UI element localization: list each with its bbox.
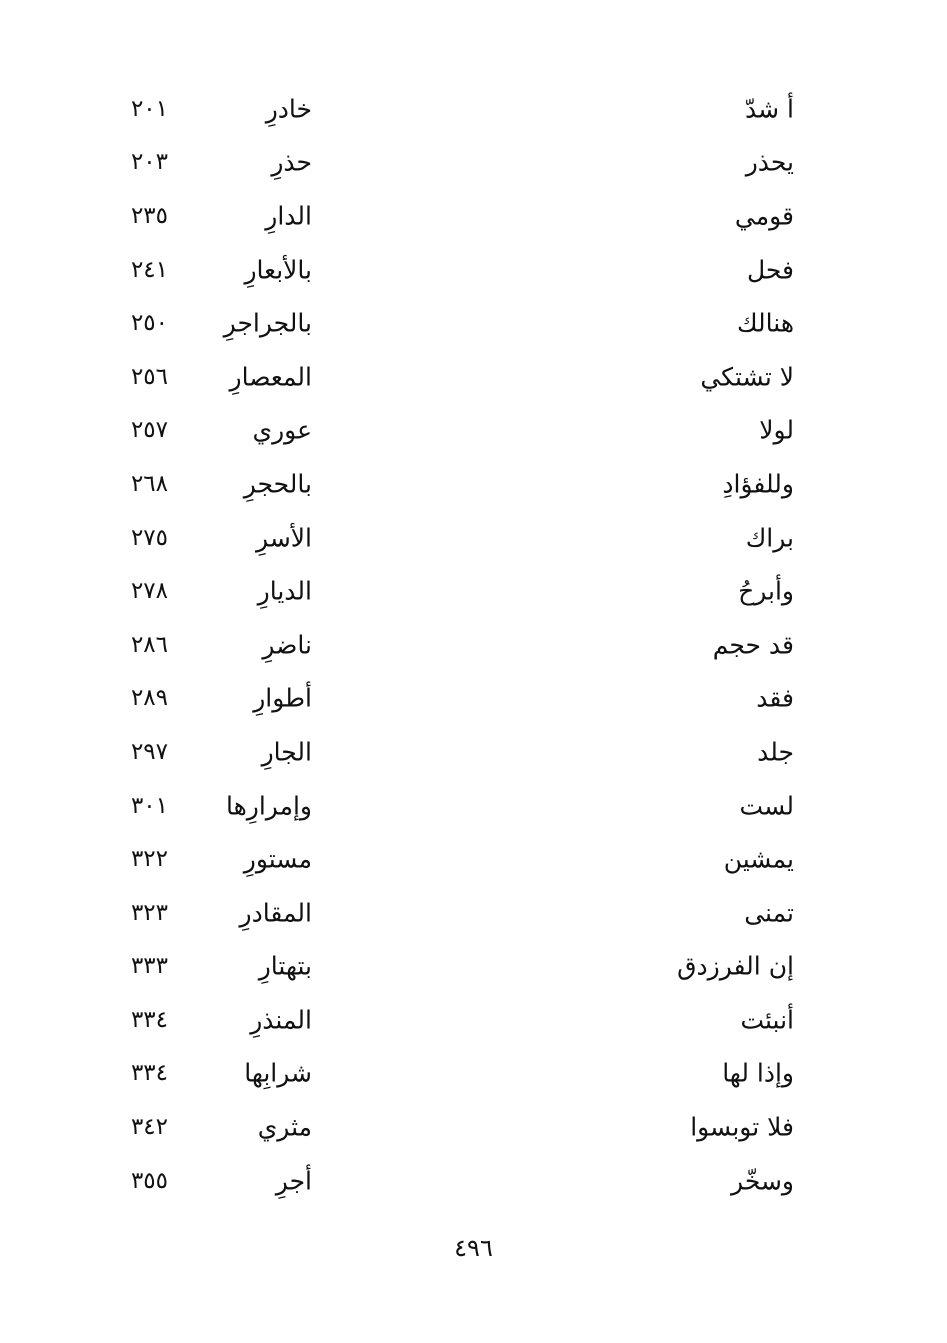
- rhyme-word: عوري: [252, 415, 312, 445]
- first-word: إن الفرزدق: [677, 951, 794, 981]
- first-word: أنبئت: [740, 1005, 794, 1035]
- page-reference: ٣٤٢: [130, 1114, 168, 1141]
- table-row: [90, 886, 810, 940]
- page-reference: ٢٦٨: [130, 470, 168, 497]
- page-reference: ٢٩٧: [130, 738, 168, 765]
- first-word: لولا: [759, 415, 794, 445]
- table-row: [90, 457, 810, 511]
- page-reference: ٣٣٤: [130, 1006, 168, 1033]
- table-row: [90, 993, 810, 1047]
- rhyme-word: مثري: [257, 1112, 312, 1142]
- first-word: فحل: [746, 255, 794, 285]
- table-row: [90, 82, 810, 136]
- page-reference: ٢٤١: [130, 256, 168, 283]
- first-word: قد حجم: [712, 630, 794, 660]
- page-reference: ٣٢٢: [130, 846, 168, 873]
- page-reference: ٢٥٦: [130, 363, 168, 390]
- table-row: [90, 1047, 810, 1101]
- rhyme-word: بالجراجرِ: [223, 308, 312, 338]
- page-reference: ٣٠١: [130, 792, 168, 819]
- page-reference: ٢٥٧: [130, 417, 168, 444]
- first-word: وللفؤادِ: [722, 469, 794, 499]
- first-word: فلا توبسوا: [690, 1112, 794, 1142]
- rhyme-word: ناضرِ: [262, 630, 312, 660]
- rhyme-word: الأسرِ: [256, 523, 312, 553]
- table-row: [90, 189, 810, 243]
- first-word: فقد: [756, 683, 794, 713]
- page-reference: ٢٠٣: [130, 149, 168, 176]
- page-reference: ٢٨٩: [130, 685, 168, 712]
- rhyme-word: أطوارِ: [253, 683, 312, 713]
- first-word: قومي: [734, 201, 794, 231]
- first-word: جلد: [757, 737, 794, 767]
- table-row: [90, 511, 810, 565]
- rhyme-word: حذرِ: [271, 147, 312, 177]
- table-row: [90, 1154, 810, 1208]
- rhyme-word: خادرِ: [265, 94, 312, 124]
- page-reference: ٢٠١: [130, 95, 168, 122]
- table-row: [90, 243, 810, 297]
- verse-index-table: [90, 82, 810, 1207]
- table-row: [90, 940, 810, 994]
- page-reference: ٢٧٥: [130, 524, 168, 551]
- rhyme-word: المعصارِ: [229, 362, 312, 392]
- table-row: [90, 404, 810, 458]
- first-word: لا تشتكي: [700, 362, 794, 392]
- table-row: [90, 136, 810, 190]
- table-row: [90, 832, 810, 886]
- first-word: هنالك: [736, 308, 794, 338]
- first-word: وسخّر: [731, 1166, 794, 1196]
- first-word: وإذا لها: [722, 1058, 794, 1088]
- page-number: ٤٩٦: [454, 1234, 493, 1262]
- rhyme-word: بتهتارِ: [258, 951, 312, 981]
- first-word: تمنى: [744, 898, 794, 928]
- first-word: يمشين: [723, 844, 794, 874]
- page-reference: ٣٣٤: [130, 1060, 168, 1087]
- rhyme-word: الديارِ: [257, 576, 312, 606]
- rhyme-word: الدارِ: [265, 201, 312, 231]
- page-reference: ٢٨٦: [130, 631, 168, 658]
- table-row: [90, 779, 810, 833]
- page-reference: ٢٧٨: [130, 578, 168, 605]
- table-row: [90, 296, 810, 350]
- first-word: براك: [745, 523, 794, 553]
- first-word: وأبرحُ: [738, 576, 794, 606]
- rhyme-word: شرابِها: [244, 1058, 312, 1088]
- table-row: [90, 564, 810, 618]
- table-row: [90, 350, 810, 404]
- page-reference: ٣٥٥: [130, 1167, 168, 1194]
- rhyme-word: الجارِ: [261, 737, 312, 767]
- page-reference: ٢٣٥: [130, 202, 168, 229]
- first-word: لست: [739, 791, 794, 821]
- rhyme-word: المقادرِ: [239, 898, 312, 928]
- table-row: [90, 1100, 810, 1154]
- page-reference: ٣٣٣: [130, 953, 168, 980]
- first-word: يحذر: [745, 147, 794, 177]
- rhyme-word: مستورِ: [243, 844, 312, 874]
- page-reference: ٣٢٣: [130, 899, 168, 926]
- rhyme-word: بالحجرِ: [243, 469, 312, 499]
- table-row: [90, 672, 810, 726]
- rhyme-word: بالأبعارِ: [244, 255, 312, 285]
- rhyme-word: وإمرارِها: [225, 791, 312, 821]
- page-reference: ٢٥٠: [130, 310, 168, 337]
- table-row: [90, 618, 810, 672]
- first-word: أ شدّ: [745, 94, 794, 124]
- rhyme-word: أجرِ: [275, 1166, 312, 1196]
- table-row: [90, 725, 810, 779]
- rhyme-word: المنذرِ: [250, 1005, 312, 1035]
